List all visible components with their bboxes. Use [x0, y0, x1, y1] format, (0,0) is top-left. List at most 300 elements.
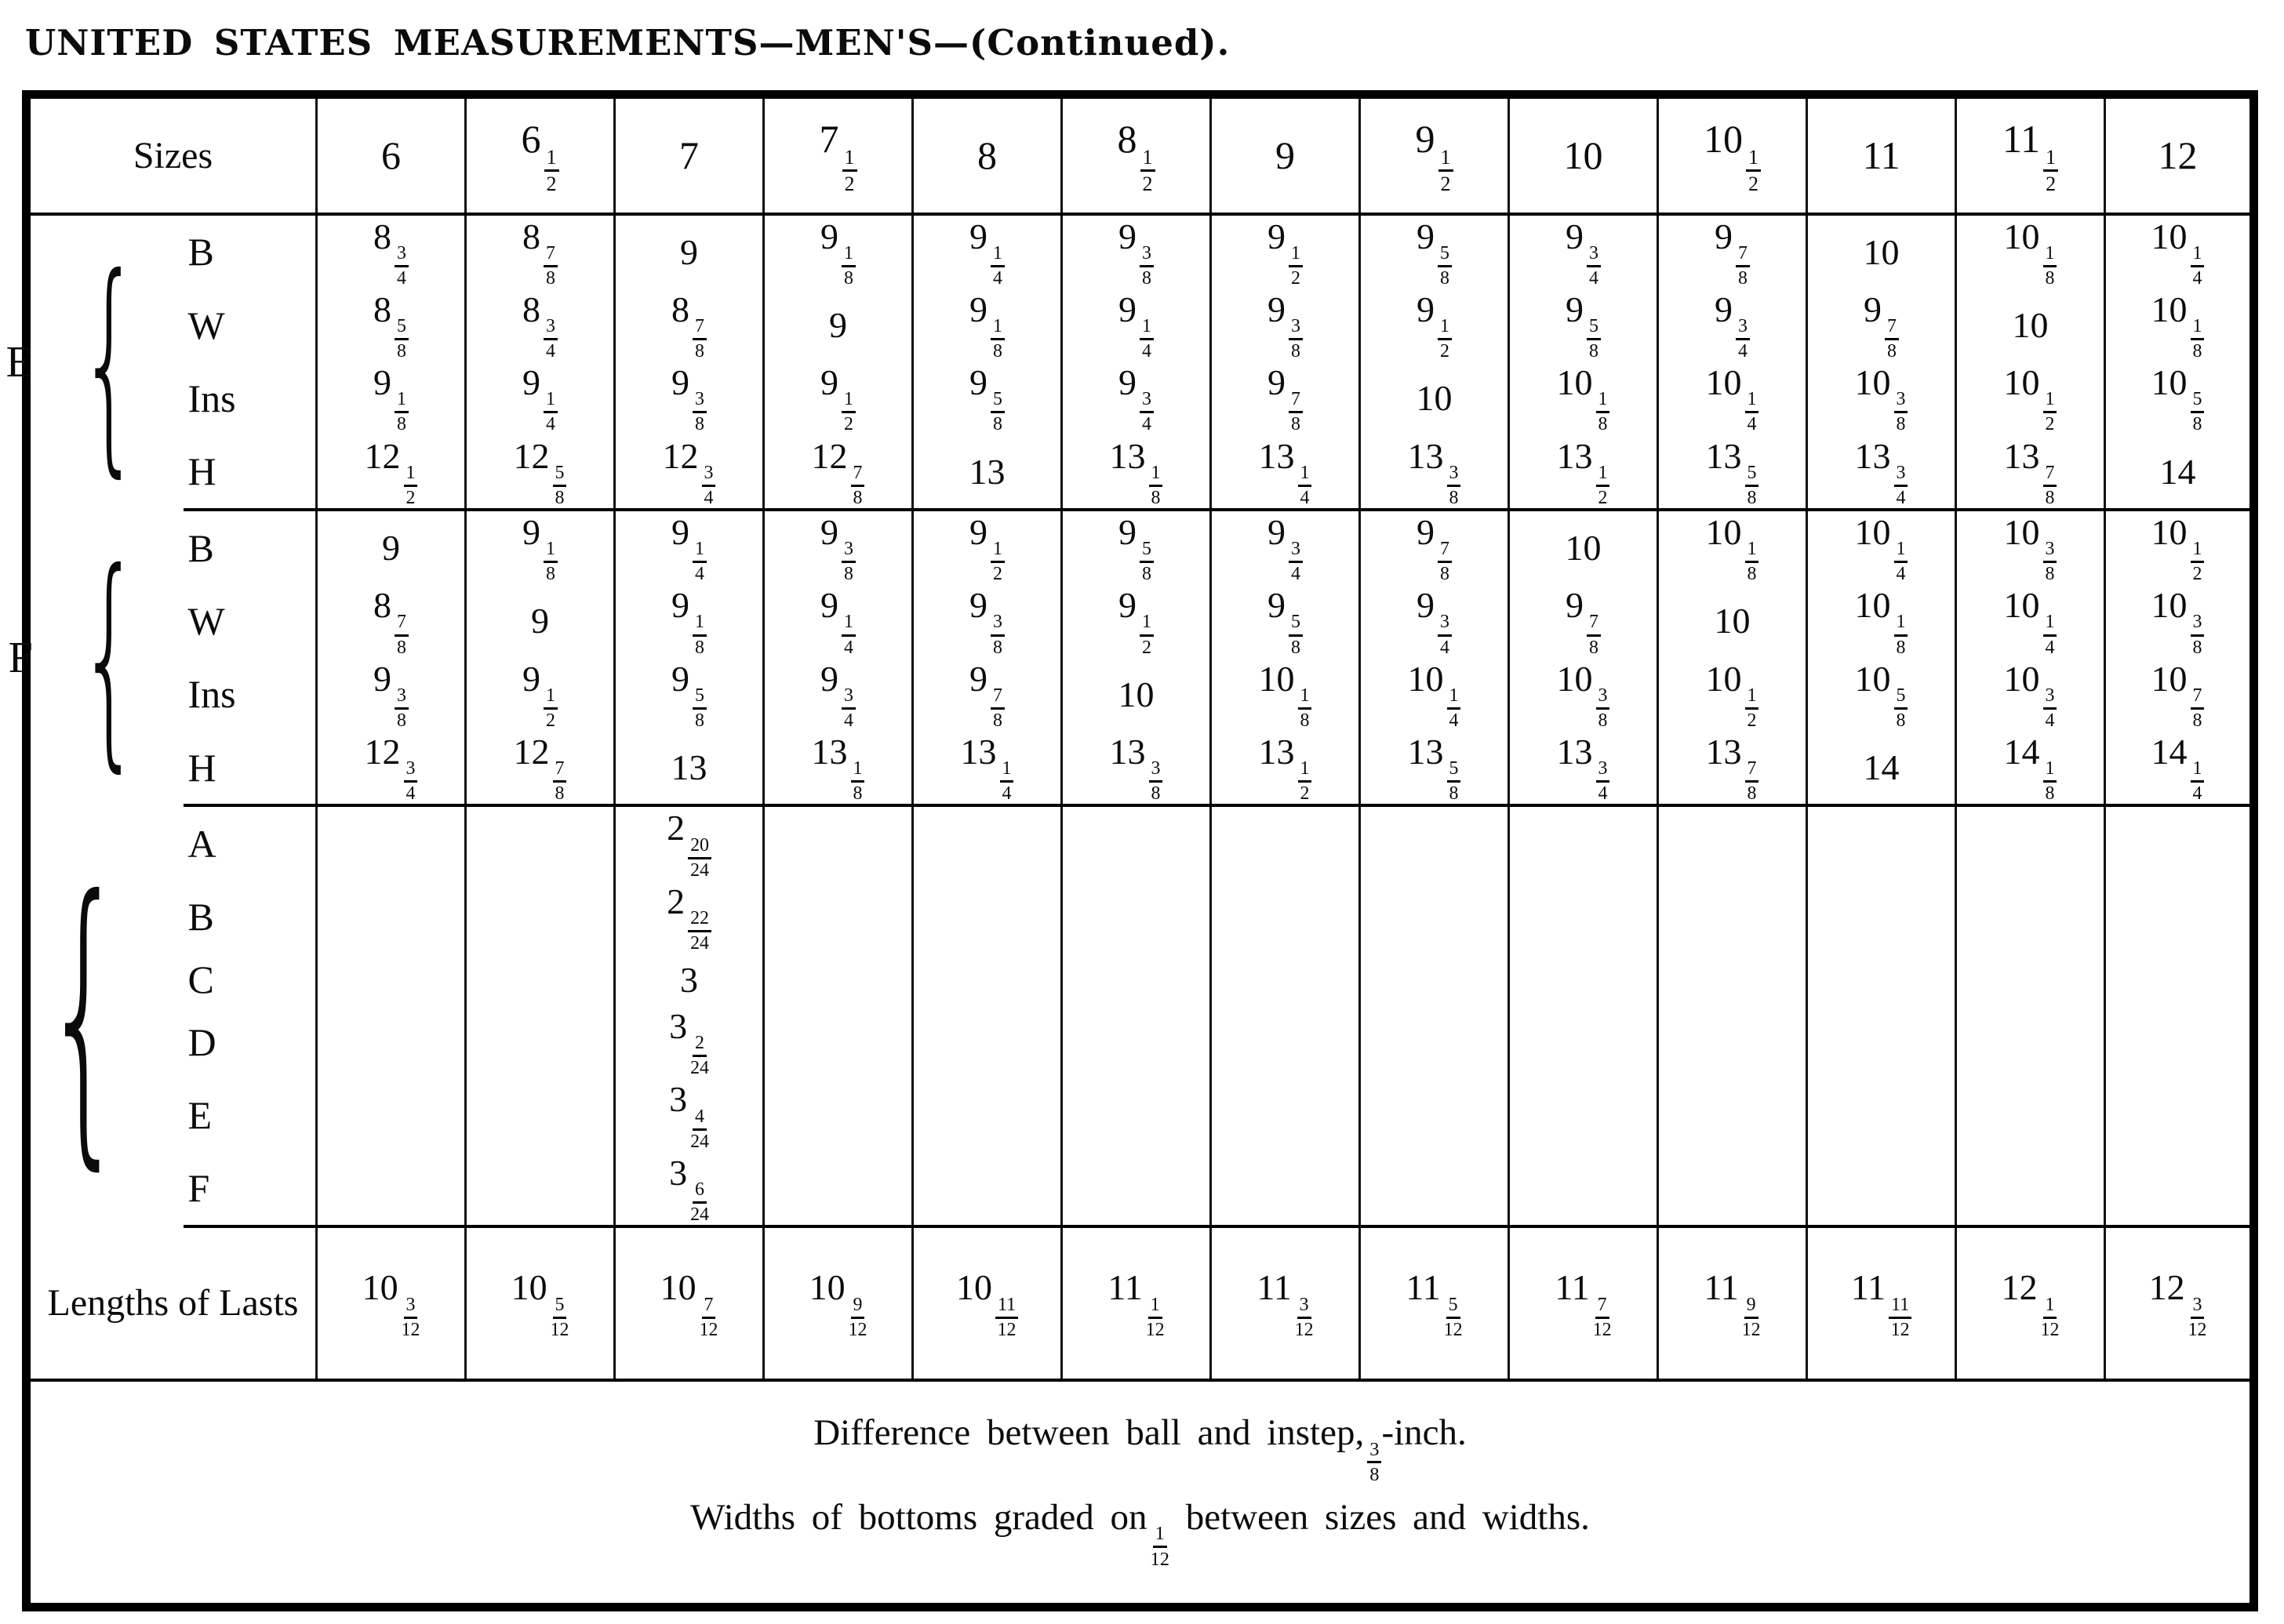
measurement-cell: 9 $\frac{1}{2}$ [1211, 214, 1360, 289]
measurement-cell: 12 $\frac{3}{4}$ [615, 435, 764, 510]
measurement-cell: 9 $\frac{3}{8}$ [913, 584, 1062, 657]
fraction: $\frac{1}{2}$ [2043, 147, 2058, 195]
width-of-bottoms-cell: 3 $\frac{4}{24}$ [615, 1078, 764, 1151]
fraction: $\frac{3}{8}$ [693, 390, 707, 434]
measurement-cell: 9 $\frac{1}{8}$ [913, 289, 1062, 361]
measurement-cell: 14 $\frac{1}{8}$ [1956, 731, 2105, 805]
measurement-cell: 10 $\frac{1}{8}$ [1807, 584, 1956, 657]
measurement-cell: 13 $\frac{1}{8}$ [1062, 435, 1211, 510]
last-length-cell: 11 $\frac{7}{12}$ [1509, 1226, 1658, 1380]
measurement-cell: 9 $\frac{1}{2}$ [1062, 584, 1211, 657]
width-of-bottoms-cell [466, 1078, 615, 1151]
fraction: $\frac{5}{8}$ [1438, 244, 1452, 289]
measurement-cell: 9 $\frac{1}{4}$ [913, 214, 1062, 289]
measurement-cell: 9 $\frac{3}{4}$ [1658, 289, 1807, 361]
fraction: $\frac{5}{8}$ [1745, 463, 1759, 508]
group-brace: { [43, 834, 126, 1196]
measurement-cell: 10 $\frac{3}{4}$ [1956, 658, 2105, 731]
measurement-row [27, 361, 2254, 434]
width-of-bottoms-cell [1956, 1078, 2105, 1151]
fraction: $\frac{1}{8}$ [842, 244, 856, 289]
fraction: $\frac{11}{12}$ [995, 1295, 1018, 1340]
fraction: $\frac{7}{8}$ [1885, 317, 1899, 361]
measurement-cell: 10 $\frac{1}{4}$ [2105, 214, 2254, 289]
group-label-e [5, 214, 184, 510]
width-of-bottoms-cell: 2 $\frac{20}{24}$ [615, 805, 764, 880]
fraction: $\frac{1}{12}$ [1150, 1523, 1169, 1571]
measurement-cell: 12 $\frac{3}{4}$ [317, 731, 466, 805]
size-column-header: 8 $\frac{1}{2}$ [1062, 95, 1211, 214]
fraction: $\frac{1}{8}$ [2043, 244, 2057, 289]
size-column-header: 11 [1807, 95, 1956, 214]
width-of-bottoms-cell [1360, 1078, 1509, 1151]
row-label: Ins [187, 672, 236, 717]
width-of-bottoms-cell [913, 1152, 1062, 1226]
measurement-cell: 9 $\frac{1}{2}$ [764, 361, 913, 434]
fraction: $\frac{3}{4}$ [1587, 244, 1601, 289]
measurement-cell: 8 $\frac{5}{8}$ [317, 289, 466, 361]
width-of-bottoms-cell [1956, 954, 2105, 1005]
width-of-bottoms-cell [2105, 881, 2254, 954]
width-of-bottoms-wrap [31, 834, 184, 1196]
fraction: $\frac{3}{4}$ [404, 759, 418, 804]
size-column-header: 10 $\frac{1}{2}$ [1658, 95, 1807, 214]
width-of-bottoms-cell [1658, 1078, 1807, 1151]
width-of-bottoms-cell [913, 1005, 1062, 1078]
width-of-bottoms-cell [1509, 954, 1658, 1005]
measurement-cell: 9 $\frac{1}{4}$ [466, 361, 615, 434]
fraction: $\frac{1}{4}$ [991, 244, 1005, 289]
last-length-cell: 10 $\frac{7}{12}$ [615, 1226, 764, 1380]
fraction: $\frac{1}{4}$ [1000, 759, 1014, 804]
width-of-bottoms-cell [1062, 805, 1211, 880]
size-column-header: 6 $\frac{1}{2}$ [466, 95, 615, 214]
width-of-bottoms-cell [2105, 1078, 2254, 1151]
measurement-cell: 10 $\frac{1}{8}$ [1956, 214, 2105, 289]
lengths-of-lasts-row [27, 1226, 2254, 1380]
measurement-cell: 13 $\frac{3}{4}$ [1509, 731, 1658, 805]
fraction: $\frac{5}{8}$ [395, 317, 409, 361]
size-column-header: 7 [615, 95, 764, 214]
width-of-bottoms-cell [764, 954, 913, 1005]
last-length-cell: 11 $\frac{3}{12}$ [1211, 1226, 1360, 1380]
fraction: $\frac{7}{8}$ [544, 244, 558, 289]
measurement-cell: 10 $\frac{5}{8}$ [2105, 361, 2254, 434]
fraction: $\frac{1}{8}$ [2043, 759, 2057, 804]
measurement-cell: 13 $\frac{1}{2}$ [1509, 435, 1658, 510]
fraction: $\frac{7}{8}$ [991, 686, 1005, 731]
group-letter: F [8, 633, 33, 682]
measurement-cell: 9 $\frac{7}{8}$ [1360, 510, 1509, 584]
width-of-bottoms-cell: 2 $\frac{22}{24}$ [615, 881, 764, 954]
measurement-cell: 10 $\frac{3}{8}$ [1807, 361, 1956, 434]
fraction: $\frac{3}{8}$ [1894, 390, 1908, 434]
measurement-cell: 13 $\frac{1}{4}$ [913, 731, 1062, 805]
fraction: $\frac{3}{4}$ [842, 686, 856, 731]
width-of-bottoms-row [27, 881, 2254, 954]
fraction: $\frac{1}{8}$ [1298, 686, 1312, 731]
group-label-wrap [5, 227, 184, 497]
measurement-cell: 9 $\frac{3}{8}$ [1062, 214, 1211, 289]
measurement-cell: 10 $\frac{5}{8}$ [1807, 658, 1956, 731]
fraction: $\frac{3}{4}$ [1736, 317, 1750, 361]
last-length-cell: 10 $\frac{9}{12}$ [764, 1226, 913, 1380]
fraction: $\frac{1}{8}$ [851, 759, 865, 804]
measurement-cell: 13 $\frac{1}{2}$ [1211, 731, 1360, 805]
width-of-bottoms-cell [1211, 1078, 1360, 1151]
fraction: $\frac{3}{4}$ [1289, 540, 1303, 584]
size-column-header: 10 [1509, 95, 1658, 214]
width-of-bottoms-cell [1211, 1005, 1360, 1078]
notes-row [27, 1380, 2254, 1607]
fraction: $\frac{5}{8}$ [553, 463, 567, 508]
measurement-cell: 10 $\frac{7}{8}$ [2105, 658, 2254, 731]
width-of-bottoms-row [27, 805, 2254, 880]
measurement-cell: 9 $\frac{3}{8}$ [764, 510, 913, 584]
fraction: $\frac{1}{2}$ [1140, 612, 1154, 657]
measurement-cell: 9 $\frac{7}{8}$ [913, 658, 1062, 731]
width-of-bottoms-row [27, 1005, 2254, 1078]
fraction: $\frac{3}{8}$ [1149, 759, 1163, 804]
measurement-cell: 9 $\frac{1}{4}$ [615, 510, 764, 584]
fraction: $\frac{6}{24}$ [690, 1179, 709, 1226]
width-of-bottoms-cell [764, 805, 913, 880]
width-row-label: F [184, 1152, 317, 1226]
width-of-bottoms-cell [1658, 1152, 1807, 1226]
fraction: $\frac{1}{2}$ [404, 463, 418, 508]
fraction: $\frac{1}{2}$ [1438, 147, 1453, 195]
fraction: $\frac{3}{12}$ [1294, 1294, 1314, 1340]
width-of-bottoms-cell [1062, 1005, 1211, 1078]
measurement-cell: 9 $\frac{1}{8}$ [615, 584, 764, 657]
measurement-cell: 8 $\frac{3}{4}$ [317, 214, 466, 289]
fraction: $\frac{1}{12}$ [2040, 1294, 2060, 1340]
last-length-cell: 10 $\frac{5}{12}$ [466, 1226, 615, 1380]
fraction: $\frac{3}{4}$ [544, 317, 558, 361]
measurement-cell: 9 $\frac{5}{8}$ [1509, 289, 1658, 361]
measurement-cell: 10 $\frac{1}{4}$ [1360, 658, 1509, 731]
measurement-cell: 10 $\frac{1}{2}$ [1956, 361, 2105, 434]
width-of-bottoms-cell: 3 $\frac{2}{24}$ [615, 1005, 764, 1078]
sizes-label: Sizes [27, 95, 317, 214]
width-of-bottoms-cell [1956, 805, 2105, 880]
measurement-cell: 8 $\frac{7}{8}$ [317, 584, 466, 657]
width-of-bottoms-cell [1360, 1152, 1509, 1226]
width-of-bottoms-cell [764, 881, 913, 954]
measurement-cell: 10 $\frac{3}{8}$ [1956, 510, 2105, 584]
width-of-bottoms-cell [466, 1005, 615, 1078]
row-label: H [184, 435, 317, 510]
fraction: $\frac{3}{4}$ [2043, 686, 2057, 731]
measurement-cell: 9 $\frac{3}{4}$ [1062, 361, 1211, 434]
fraction: $\frac{1}{4}$ [2191, 759, 2205, 804]
measurement-cell: 10 [1062, 658, 1211, 731]
measurement-cell: 8 $\frac{3}{4}$ [466, 289, 615, 361]
measurement-cell: 9 [615, 214, 764, 289]
fraction: $\frac{1}{4}$ [2191, 244, 2205, 289]
width-of-bottoms-cell [1360, 805, 1509, 880]
width-of-bottoms-cell [466, 954, 615, 1005]
measurement-cell: 10 $\frac{3}{8}$ [1509, 658, 1658, 731]
fraction: $\frac{5}{8}$ [1289, 612, 1303, 657]
fraction: $\frac{1}{8}$ [544, 540, 558, 584]
width-of-bottoms-cell [1807, 1005, 1956, 1078]
fraction: $\frac{5}{8}$ [1587, 317, 1601, 361]
width-row-label: D [187, 1019, 216, 1064]
measurement-cell: 13 $\frac{7}{8}$ [1658, 731, 1807, 805]
size-column-header: 6 [317, 95, 466, 214]
fraction: $\frac{22}{24}$ [688, 909, 711, 954]
fraction: $\frac{3}{4}$ [1140, 390, 1154, 434]
width-of-bottoms-cell [1658, 805, 1807, 880]
measurement-cell: 9 $\frac{1}{2}$ [466, 658, 615, 731]
measurement-cell: 13 $\frac{3}{4}$ [1807, 435, 1956, 510]
measurement-cell: 9 $\frac{1}{8}$ [764, 214, 913, 289]
measurement-row [27, 658, 2254, 731]
fraction: $\frac{9}{12}$ [1741, 1294, 1761, 1340]
measurement-cell: 14 $\frac{1}{4}$ [2105, 731, 2254, 805]
width-of-bottoms-cell [2105, 954, 2254, 1005]
size-column-header: 9 $\frac{1}{2}$ [1360, 95, 1509, 214]
width-of-bottoms-cell [764, 1005, 913, 1078]
group-f-section [8, 510, 2254, 805]
measurement-cell: 10 $\frac{3}{8}$ [2105, 584, 2254, 657]
measurement-cell: 9 $\frac{3}{4}$ [1509, 214, 1658, 289]
fraction: $\frac{7}{8}$ [1289, 390, 1303, 434]
width-of-bottoms-cell [1807, 805, 1956, 880]
fraction: $\frac{5}{12}$ [550, 1294, 569, 1340]
width-of-bottoms-row [27, 954, 2254, 1005]
width-of-bottoms-cell [317, 1078, 466, 1151]
fraction: $\frac{1}{4}$ [544, 390, 558, 434]
measurement-cell: 14 [1807, 731, 1956, 805]
fraction: $\frac{3}{12}$ [401, 1294, 420, 1340]
measurement-cell: 9 $\frac{1}{4}$ [1062, 289, 1211, 361]
group-letter: E [5, 338, 33, 387]
fraction: $\frac{1}{2}$ [1298, 759, 1312, 804]
width-of-bottoms-cell [1807, 1078, 1956, 1151]
measurement-cell: 8 $\frac{7}{8}$ [466, 214, 615, 289]
fraction: $\frac{20}{24}$ [688, 836, 711, 881]
last-length-cell: 10 $\frac{3}{12}$ [317, 1226, 466, 1380]
fraction: $\frac{9}{12}$ [848, 1294, 867, 1340]
width-of-bottoms-cell [1807, 1152, 1956, 1226]
width-of-bottoms-label [27, 805, 184, 1226]
fraction: $\frac{1}{4}$ [1745, 390, 1759, 434]
measurement-cell: 9 $\frac{5}{8}$ [1211, 584, 1360, 657]
measurement-row [27, 510, 2254, 584]
width-of-bottoms-cell [1509, 881, 1658, 954]
width-of-bottoms-cell [1360, 1005, 1509, 1078]
measurement-cell: 9 $\frac{3}{4}$ [764, 658, 913, 731]
measurements-table [5, 90, 2258, 1611]
fraction: $\frac{1}{8}$ [395, 390, 409, 434]
measurement-cell: 9 [317, 510, 466, 584]
last-length-cell: 11 $\frac{1}{12}$ [1062, 1226, 1211, 1380]
fraction: $\frac{1}{2}$ [1596, 463, 1610, 508]
fraction: $\frac{7}{8}$ [1587, 612, 1601, 657]
measurement-cell: 10 $\frac{1}{4}$ [1658, 361, 1807, 434]
fraction: $\frac{3}{4}$ [395, 244, 409, 289]
row-label: Ins [187, 376, 236, 420]
measurement-cell: 13 $\frac{3}{8}$ [1360, 435, 1509, 510]
width-of-bottoms-cell [1062, 1152, 1211, 1226]
fraction: $\frac{3}{8}$ [842, 540, 856, 584]
fraction: $\frac{7}{8}$ [2191, 686, 2205, 731]
measurement-cell: 13 $\frac{5}{8}$ [1360, 731, 1509, 805]
fraction: $\frac{3}{8}$ [991, 612, 1005, 657]
measurement-cell: 13 $\frac{1}{8}$ [764, 731, 913, 805]
measurement-cell: 9 $\frac{3}{8}$ [615, 361, 764, 434]
width-row-label: A [187, 822, 216, 866]
measurement-cell: 10 [1509, 510, 1658, 584]
measurement-cell: 9 $\frac{7}{8}$ [1658, 214, 1807, 289]
fraction: $\frac{5}{8}$ [2191, 390, 2205, 434]
measurement-cell: 9 [764, 289, 913, 361]
fraction: $\frac{1}{2}$ [1289, 244, 1303, 289]
width-of-bottoms-cell [1509, 1152, 1658, 1226]
width-of-bottoms-cell [1956, 1152, 2105, 1226]
measurement-cell: 10 [1807, 214, 1956, 289]
measurement-cell: 13 $\frac{7}{8}$ [1956, 435, 2105, 510]
fraction: $\frac{3}{4}$ [1438, 612, 1452, 657]
width-of-bottoms-cell [1658, 881, 1807, 954]
measurement-cell: 12 $\frac{1}{2}$ [317, 435, 466, 510]
width-of-bottoms-cell [1062, 881, 1211, 954]
size-column-header: 8 [913, 95, 1062, 214]
row-label: B [187, 525, 214, 570]
measurement-row [27, 731, 2254, 805]
fraction: $\frac{5}{8}$ [1894, 686, 1908, 731]
group-e-section [5, 214, 2254, 510]
fraction: $\frac{1}{8}$ [991, 317, 1005, 361]
width-of-bottoms-section [27, 805, 2254, 1226]
fraction: $\frac{5}{8}$ [1447, 759, 1461, 804]
measurement-cell: 12 $\frac{7}{8}$ [466, 731, 615, 805]
fraction: $\frac{3}{8}$ [1289, 317, 1303, 361]
measurement-row [27, 289, 2254, 361]
measurement-cell: 13 $\frac{5}{8}$ [1658, 435, 1807, 510]
last-length-cell: 11 $\frac{11}{12}$ [1807, 1226, 1956, 1380]
width-of-bottoms-cell [764, 1152, 913, 1226]
fraction: $\frac{5}{12}$ [1443, 1294, 1463, 1340]
last-length-cell: 12 $\frac{1}{12}$ [1956, 1226, 2105, 1380]
fraction: $\frac{7}{8}$ [2043, 463, 2057, 508]
fraction: $\frac{1}{8}$ [1149, 463, 1163, 508]
size-column-header: 12 [2105, 95, 2254, 214]
fraction: $\frac{1}{8}$ [2191, 317, 2205, 361]
fraction: $\frac{1}{8}$ [693, 612, 707, 657]
last-length-cell: 12 $\frac{3}{12}$ [2105, 1226, 2254, 1380]
measurement-cell: 13 [615, 731, 764, 805]
size-column-header: 9 [1211, 95, 1360, 214]
fraction: $\frac{3}{12}$ [2188, 1294, 2207, 1340]
measurement-cell: 9 $\frac{3}{8}$ [1211, 289, 1360, 361]
fraction: $\frac{1}{2}$ [1745, 686, 1759, 731]
row-label: B [187, 230, 214, 274]
measurement-cell: 9 $\frac{7}{8}$ [1509, 584, 1658, 657]
measurement-cell: 9 $\frac{1}{4}$ [764, 584, 913, 657]
size-column-header: 11 $\frac{1}{2}$ [1956, 95, 2105, 214]
measurement-cell: 10 $\frac{1}{8}$ [1658, 510, 1807, 584]
fraction: $\frac{2}{24}$ [690, 1033, 709, 1079]
measurement-cell: 9 $\frac{1}{2}$ [913, 510, 1062, 584]
measurement-cell: 14 [2105, 435, 2254, 510]
width-of-bottoms-cell [317, 805, 466, 880]
fraction: $\frac{4}{24}$ [690, 1106, 709, 1152]
width-of-bottoms-cell [913, 1078, 1062, 1151]
width-of-bottoms-cell [1211, 881, 1360, 954]
fraction: $\frac{3}{8}$ [395, 686, 409, 731]
note-line: Difference between ball and instep, $\frac{3}{8}$ -inch. [813, 1412, 1467, 1486]
width-of-bottoms-cell: 3 $\frac{6}{24}$ [615, 1152, 764, 1226]
measurement-row [27, 214, 2254, 289]
measurement-cell: 10 $\frac{1}{4}$ [1956, 584, 2105, 657]
measurement-row [27, 584, 2254, 657]
fraction: $\frac{7}{8}$ [693, 317, 707, 361]
fraction: $\frac{7}{8}$ [1438, 540, 1452, 584]
fraction: $\frac{1}{4}$ [2043, 612, 2057, 657]
fraction: $\frac{1}{2}$ [2191, 540, 2205, 584]
measurement-cell: 9 $\frac{1}{8}$ [317, 361, 466, 434]
group-label-wrap [8, 522, 184, 793]
measurement-cell: 9 $\frac{7}{8}$ [1807, 289, 1956, 361]
fraction: $\frac{1}{4}$ [1894, 540, 1908, 584]
width-of-bottoms-cell [1956, 1005, 2105, 1078]
measurement-cell: 9 $\frac{5}{8}$ [615, 658, 764, 731]
measurement-cell: 10 $\frac{1}{2}$ [2105, 510, 2254, 584]
width-of-bottoms-cell [1956, 881, 2105, 954]
fraction: $\frac{3}{8}$ [2043, 540, 2057, 584]
width-of-bottoms-row [27, 1078, 2254, 1151]
row-label: H [184, 731, 317, 805]
width-of-bottoms-cell [466, 1152, 615, 1226]
fraction: $\frac{3}{8}$ [1140, 244, 1154, 289]
fraction: $\frac{5}{8}$ [1140, 540, 1154, 584]
width-of-bottoms-cell [1360, 954, 1509, 1005]
group-brace: { [78, 522, 141, 793]
measurement-cell: 10 $\frac{1}{2}$ [1658, 658, 1807, 731]
width-of-bottoms-cell [1658, 954, 1807, 1005]
measurement-cell: 9 $\frac{1}{2}$ [1360, 289, 1509, 361]
fraction: $\frac{1}{4}$ [1447, 686, 1461, 731]
width-of-bottoms-cell [466, 881, 615, 954]
footnotes [27, 1380, 2254, 1607]
measurement-cell: 9 $\frac{7}{8}$ [1211, 361, 1360, 434]
fraction: $\frac{1}{2}$ [991, 540, 1005, 584]
measurement-cell: 10 [1360, 361, 1509, 434]
measurement-cell: 9 $\frac{3}{4}$ [1360, 584, 1509, 657]
width-of-bottoms-cell [317, 954, 466, 1005]
measurement-cell: 9 $\frac{5}{8}$ [913, 361, 1062, 434]
fraction: $\frac{1}{2}$ [842, 147, 857, 195]
width-of-bottoms-cell [1211, 954, 1360, 1005]
fraction: $\frac{1}{4}$ [1140, 317, 1154, 361]
width-of-bottoms-cell [1509, 805, 1658, 880]
fraction: $\frac{1}{8}$ [1596, 390, 1610, 434]
fraction: $\frac{7}{12}$ [1592, 1294, 1612, 1340]
measurement-cell: 9 $\frac{1}{8}$ [466, 510, 615, 584]
measurement-cell: 9 $\frac{3}{4}$ [1211, 510, 1360, 584]
measurement-row [27, 435, 2254, 510]
fraction: $\frac{3}{8}$ [1596, 686, 1610, 731]
lengths-of-lasts-section [27, 1226, 2254, 1380]
width-row-label: E [187, 1093, 213, 1138]
fraction: $\frac{1}{2}$ [1438, 317, 1452, 361]
fraction: $\frac{7}{12}$ [699, 1294, 718, 1340]
last-length-cell: 11 $\frac{5}{12}$ [1360, 1226, 1509, 1380]
last-length-cell: 11 $\frac{9}{12}$ [1658, 1226, 1807, 1380]
